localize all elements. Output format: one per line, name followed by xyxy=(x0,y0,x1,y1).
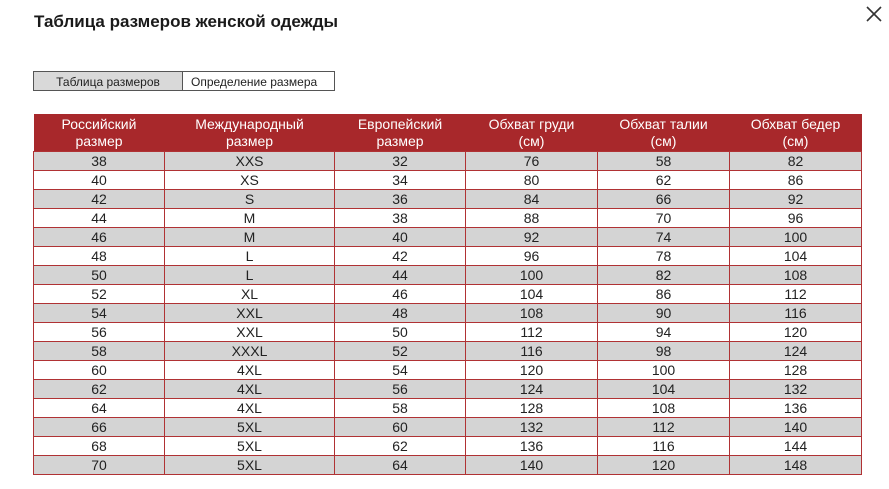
col-russian-size-cell: 62 xyxy=(34,380,165,399)
col-waist-cell: 100 xyxy=(598,361,730,380)
close-button[interactable] xyxy=(862,2,886,26)
col-international-size-cell: 4XL xyxy=(165,361,335,380)
col-waist-cell: 104 xyxy=(598,380,730,399)
col-international-size-header xyxy=(165,114,335,152)
col-russian-size-cell: 44 xyxy=(34,209,165,228)
col-waist-cell: 108 xyxy=(598,399,730,418)
col-waist-cell: 86 xyxy=(598,285,730,304)
table-row xyxy=(34,285,862,304)
col-international-size-cell: 5XL xyxy=(165,456,335,475)
col-waist-cell: 112 xyxy=(598,418,730,437)
table-row xyxy=(34,380,862,399)
col-international-size-cell: XXL xyxy=(165,304,335,323)
header-line-1: Российский xyxy=(61,115,137,132)
col-bust-cell: 76 xyxy=(466,152,598,171)
col-russian-size-cell: 64 xyxy=(34,399,165,418)
col-hips-cell: 140 xyxy=(730,418,862,437)
close-icon[interactable] xyxy=(862,2,886,26)
col-hips-cell: 132 xyxy=(730,380,862,399)
col-hips-cell: 128 xyxy=(730,361,862,380)
size-table xyxy=(33,114,862,475)
col-russian-size-header xyxy=(34,114,165,152)
col-european-size-cell: 48 xyxy=(335,304,466,323)
col-bust-cell: 140 xyxy=(466,456,598,475)
col-bust-header xyxy=(466,114,598,152)
col-hips-cell: 86 xyxy=(730,171,862,190)
col-bust-cell: 100 xyxy=(466,266,598,285)
col-russian-size-cell: 52 xyxy=(34,285,165,304)
col-russian-size-cell: 50 xyxy=(34,266,165,285)
col-bust-cell: 80 xyxy=(466,171,598,190)
col-russian-size-cell: 68 xyxy=(34,437,165,456)
table-row xyxy=(34,304,862,323)
tab-size-table[interactable]: Таблица размеров xyxy=(33,71,183,91)
col-european-size-cell: 36 xyxy=(335,190,466,209)
col-russian-size-cell: 56 xyxy=(34,323,165,342)
header-line-2: (см) xyxy=(650,132,677,149)
col-international-size-cell: XL xyxy=(165,285,335,304)
header-line-2: размер xyxy=(75,132,123,149)
col-european-size-cell: 62 xyxy=(335,437,466,456)
tab-bar xyxy=(33,71,335,91)
col-waist-cell: 62 xyxy=(598,171,730,190)
col-hips-cell: 104 xyxy=(730,247,862,266)
col-bust-cell: 128 xyxy=(466,399,598,418)
col-international-size-cell: L xyxy=(165,247,335,266)
col-european-size-cell: 54 xyxy=(335,361,466,380)
col-bust-cell: 84 xyxy=(466,190,598,209)
table-row xyxy=(34,228,862,247)
col-european-size-cell: 46 xyxy=(335,285,466,304)
col-waist-cell: 70 xyxy=(598,209,730,228)
table-body xyxy=(34,152,862,475)
col-international-size-cell: XXL xyxy=(165,323,335,342)
col-bust-cell: 120 xyxy=(466,361,598,380)
col-international-size-cell: M xyxy=(165,209,335,228)
col-waist-cell: 120 xyxy=(598,456,730,475)
col-european-size-cell: 42 xyxy=(335,247,466,266)
col-bust-cell: 132 xyxy=(466,418,598,437)
col-european-size-cell: 58 xyxy=(335,399,466,418)
col-waist-cell: 66 xyxy=(598,190,730,209)
col-russian-size-cell: 42 xyxy=(34,190,165,209)
table-row xyxy=(34,266,862,285)
col-bust-cell: 104 xyxy=(466,285,598,304)
col-waist-cell: 94 xyxy=(598,323,730,342)
col-waist-cell: 58 xyxy=(598,152,730,171)
table-row xyxy=(34,418,862,437)
col-bust-cell: 112 xyxy=(466,323,598,342)
col-european-size-cell: 44 xyxy=(335,266,466,285)
col-european-size-cell: 64 xyxy=(335,456,466,475)
table-row xyxy=(34,247,862,266)
header-line-1: Европейский xyxy=(357,115,443,132)
table-row xyxy=(34,399,862,418)
col-hips-cell: 96 xyxy=(730,209,862,228)
col-european-size-cell: 34 xyxy=(335,171,466,190)
col-bust-cell: 92 xyxy=(466,228,598,247)
col-bust-cell: 108 xyxy=(466,304,598,323)
col-russian-size-cell: 54 xyxy=(34,304,165,323)
table-row xyxy=(34,437,862,456)
col-hips-cell: 116 xyxy=(730,304,862,323)
col-russian-size-cell: 46 xyxy=(34,228,165,247)
col-russian-size-cell: 38 xyxy=(34,152,165,171)
col-russian-size-cell: 70 xyxy=(34,456,165,475)
col-waist-cell: 78 xyxy=(598,247,730,266)
col-waist-header xyxy=(598,114,730,152)
tab-size-finder[interactable]: Определение размера xyxy=(183,71,335,91)
col-european-size-cell: 32 xyxy=(335,152,466,171)
header-line-2: (см) xyxy=(518,132,545,149)
col-russian-size-cell: 48 xyxy=(34,247,165,266)
col-european-size-cell: 50 xyxy=(335,323,466,342)
col-bust-cell: 116 xyxy=(466,342,598,361)
col-hips-cell: 136 xyxy=(730,399,862,418)
col-international-size-cell: XS xyxy=(165,171,335,190)
table-row xyxy=(34,342,862,361)
col-hips-cell: 120 xyxy=(730,323,862,342)
col-international-size-cell: 4XL xyxy=(165,399,335,418)
table-row xyxy=(34,209,862,228)
col-waist-cell: 116 xyxy=(598,437,730,456)
col-hips-cell: 82 xyxy=(730,152,862,171)
col-european-size-cell: 38 xyxy=(335,209,466,228)
col-european-size-cell: 56 xyxy=(335,380,466,399)
col-hips-cell: 144 xyxy=(730,437,862,456)
col-hips-cell: 112 xyxy=(730,285,862,304)
col-russian-size-cell: 40 xyxy=(34,171,165,190)
col-hips-cell: 100 xyxy=(730,228,862,247)
col-european-size-header xyxy=(335,114,466,152)
header-line-2: размер xyxy=(225,132,274,149)
col-international-size-cell: M xyxy=(165,228,335,247)
col-bust-cell: 124 xyxy=(466,380,598,399)
header-line-2: размер xyxy=(376,132,424,149)
col-waist-cell: 82 xyxy=(598,266,730,285)
col-european-size-cell: 52 xyxy=(335,342,466,361)
col-hips-cell: 108 xyxy=(730,266,862,285)
col-waist-cell: 74 xyxy=(598,228,730,247)
col-international-size-cell: 5XL xyxy=(165,437,335,456)
col-hips-cell: 124 xyxy=(730,342,862,361)
header-line-2: (см) xyxy=(782,132,809,149)
dialog-title: Таблица размеров женской одежды xyxy=(34,12,339,31)
table-row xyxy=(34,190,862,209)
table-row xyxy=(34,171,862,190)
col-international-size-cell: S xyxy=(165,190,335,209)
col-international-size-cell: 5XL xyxy=(165,418,335,437)
col-russian-size-cell: 66 xyxy=(34,418,165,437)
col-international-size-cell: XXS xyxy=(165,152,335,171)
col-bust-cell: 96 xyxy=(466,247,598,266)
col-hips-cell: 92 xyxy=(730,190,862,209)
col-european-size-cell: 60 xyxy=(335,418,466,437)
col-bust-cell: 88 xyxy=(466,209,598,228)
col-bust-cell: 136 xyxy=(466,437,598,456)
col-waist-cell: 98 xyxy=(598,342,730,361)
col-european-size-cell: 40 xyxy=(335,228,466,247)
col-waist-cell: 90 xyxy=(598,304,730,323)
col-international-size-cell: XXXL xyxy=(165,342,335,361)
header-line-1: Обхват груди xyxy=(488,115,575,132)
table-row xyxy=(34,152,862,171)
table-row xyxy=(34,323,862,342)
header-line-1: Международный xyxy=(195,115,304,132)
col-hips-header xyxy=(730,114,862,152)
col-international-size-cell: 4XL xyxy=(165,380,335,399)
table-row xyxy=(34,456,862,475)
header-line-1: Обхват бедер xyxy=(750,115,841,132)
table-header-row xyxy=(34,114,862,152)
table-row xyxy=(34,361,862,380)
col-hips-cell: 148 xyxy=(730,456,862,475)
col-international-size-cell: L xyxy=(165,266,335,285)
col-russian-size-cell: 60 xyxy=(34,361,165,380)
col-russian-size-cell: 58 xyxy=(34,342,165,361)
header-line-1: Обхват талии xyxy=(619,115,708,132)
